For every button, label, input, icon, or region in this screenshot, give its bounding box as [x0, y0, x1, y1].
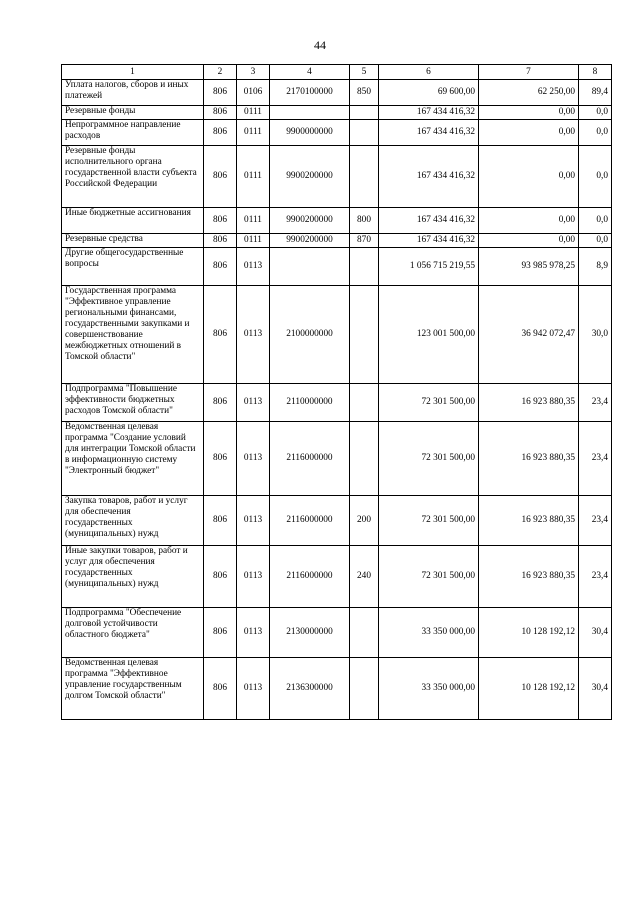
cell-grbs: 806	[204, 106, 237, 120]
cell-section: 0111	[237, 106, 270, 120]
cell-target-article: 9900200000	[270, 146, 350, 208]
cell-percent: 30,4	[579, 658, 612, 720]
table-row	[62, 234, 612, 248]
cell-grbs: 806	[204, 422, 237, 496]
cell-percent: 30,0	[579, 286, 612, 384]
cell-grbs: 806	[204, 496, 237, 546]
cell-expense-type	[350, 120, 379, 146]
table-row	[62, 286, 612, 384]
cell-target-article: 9900200000	[270, 208, 350, 234]
table-row	[62, 384, 612, 422]
cell-actual: 0,00	[479, 208, 579, 234]
cell-target-article	[270, 248, 350, 286]
cell-name: Подпрограмма "Повышение эффективности бюджетных расходов Томской области"	[62, 384, 204, 422]
cell-name: Резервные средства	[62, 234, 204, 248]
cell-target-article: 9900200000	[270, 234, 350, 248]
cell-actual: 93 985 978,25	[479, 248, 579, 286]
cell-plan: 167 434 416,32	[379, 208, 479, 234]
cell-name: Иные бюджетные ассигнования	[62, 208, 204, 234]
budget-table	[61, 64, 612, 720]
cell-actual: 16 923 880,35	[479, 496, 579, 546]
header-cell-4: 4	[270, 65, 350, 80]
cell-expense-type	[350, 608, 379, 658]
cell-name: Резервные фонды	[62, 106, 204, 120]
cell-expense-type: 200	[350, 496, 379, 546]
cell-percent: 23,4	[579, 546, 612, 608]
cell-percent: 8,9	[579, 248, 612, 286]
cell-expense-type	[350, 146, 379, 208]
header-cell-5: 5	[350, 65, 379, 80]
cell-target-article: 2130000000	[270, 608, 350, 658]
page-number: 44	[314, 38, 326, 52]
header-cell-8: 8	[579, 65, 612, 80]
cell-actual: 36 942 072,47	[479, 286, 579, 384]
cell-name: Резервные фонды исполнительного органа государственной власти субъекта Российской Федерации	[62, 146, 204, 208]
cell-expense-type	[350, 422, 379, 496]
header-cell-6: 6	[379, 65, 479, 80]
cell-section: 0113	[237, 658, 270, 720]
cell-section: 0113	[237, 422, 270, 496]
header-cell-1: 1	[62, 65, 204, 80]
cell-name: Ведомственная целевая программа "Создание условий для интеграции Томской области в информационную систему "Электронный бюджет"	[62, 422, 204, 496]
cell-grbs: 806	[204, 546, 237, 608]
cell-percent: 23,4	[579, 384, 612, 422]
cell-plan: 1 056 715 219,55	[379, 248, 479, 286]
cell-actual: 16 923 880,35	[479, 384, 579, 422]
table-row	[62, 658, 612, 720]
table-row	[62, 120, 612, 146]
cell-percent: 23,4	[579, 496, 612, 546]
cell-percent: 0,0	[579, 120, 612, 146]
cell-target-article: 2116000000	[270, 546, 350, 608]
cell-expense-type: 240	[350, 546, 379, 608]
cell-name: Другие общегосударственные вопросы	[62, 248, 204, 286]
table-row	[62, 608, 612, 658]
header-cell-7: 7	[479, 65, 579, 80]
header-cell-2: 2	[204, 65, 237, 80]
cell-section: 0113	[237, 546, 270, 608]
cell-grbs: 806	[204, 208, 237, 234]
table-row	[62, 106, 612, 120]
cell-actual: 10 128 192,12	[479, 658, 579, 720]
cell-target-article: 2110000000	[270, 384, 350, 422]
cell-plan: 167 434 416,32	[379, 106, 479, 120]
cell-grbs: 806	[204, 286, 237, 384]
table-row	[62, 422, 612, 496]
cell-actual: 16 923 880,35	[479, 422, 579, 496]
cell-section: 0111	[237, 146, 270, 208]
table-row	[62, 496, 612, 546]
cell-name: Непрограммное направление расходов	[62, 120, 204, 146]
cell-grbs: 806	[204, 384, 237, 422]
cell-section: 0111	[237, 208, 270, 234]
cell-expense-type	[350, 384, 379, 422]
cell-grbs: 806	[204, 608, 237, 658]
cell-section: 0113	[237, 286, 270, 384]
table-row	[62, 208, 612, 234]
cell-actual: 62 250,00	[479, 80, 579, 106]
cell-plan: 33 350 000,00	[379, 658, 479, 720]
cell-actual: 0,00	[479, 234, 579, 248]
cell-expense-type: 800	[350, 208, 379, 234]
cell-plan: 123 001 500,00	[379, 286, 479, 384]
cell-grbs: 806	[204, 146, 237, 208]
cell-plan: 72 301 500,00	[379, 546, 479, 608]
cell-percent: 0,0	[579, 106, 612, 120]
cell-plan: 33 350 000,00	[379, 608, 479, 658]
cell-section: 0111	[237, 120, 270, 146]
cell-actual: 10 128 192,12	[479, 608, 579, 658]
cell-target-article: 2100000000	[270, 286, 350, 384]
cell-target-article: 9900000000	[270, 120, 350, 146]
cell-section: 0111	[237, 234, 270, 248]
cell-actual: 0,00	[479, 106, 579, 120]
cell-expense-type	[350, 658, 379, 720]
cell-name: Иные закупки товаров, работ и услуг для обеспечения государственных (муниципальных) нужд	[62, 546, 204, 608]
cell-section: 0113	[237, 248, 270, 286]
cell-expense-type	[350, 248, 379, 286]
cell-percent: 0,0	[579, 208, 612, 234]
cell-percent: 0,0	[579, 234, 612, 248]
cell-grbs: 806	[204, 658, 237, 720]
cell-expense-type: 850	[350, 80, 379, 106]
header-row	[62, 65, 612, 80]
table-row	[62, 546, 612, 608]
cell-grbs: 806	[204, 234, 237, 248]
cell-name: Подпрограмма "Обеспечение долговой устойчивости областного бюджета"	[62, 608, 204, 658]
cell-target-article: 2136300000	[270, 658, 350, 720]
cell-grbs: 806	[204, 80, 237, 106]
cell-section: 0113	[237, 496, 270, 546]
table-row	[62, 146, 612, 208]
cell-grbs: 806	[204, 120, 237, 146]
cell-target-article: 2116000000	[270, 422, 350, 496]
cell-actual: 16 923 880,35	[479, 546, 579, 608]
cell-plan: 72 301 500,00	[379, 496, 479, 546]
cell-plan: 167 434 416,32	[379, 234, 479, 248]
cell-name: Государственная программа "Эффективное управление региональными финансами, государственными закупками и совершенствование межбюджетных отношений в Томской области"	[62, 286, 204, 384]
cell-expense-type	[350, 286, 379, 384]
cell-name: Закупка товаров, работ и услуг для обеспечения государственных (муниципальных) нужд	[62, 496, 204, 546]
table-row	[62, 80, 612, 106]
header-cell-3: 3	[237, 65, 270, 80]
table-row	[62, 248, 612, 286]
table-body	[62, 80, 612, 720]
cell-percent: 30,4	[579, 608, 612, 658]
cell-percent: 89,4	[579, 80, 612, 106]
cell-plan: 167 434 416,32	[379, 146, 479, 208]
cell-expense-type: 870	[350, 234, 379, 248]
cell-percent: 0,0	[579, 146, 612, 208]
cell-target-article: 2116000000	[270, 496, 350, 546]
cell-plan: 69 600,00	[379, 80, 479, 106]
cell-percent: 23,4	[579, 422, 612, 496]
cell-name: Ведомственная целевая программа "Эффективное управление государственным долгом Томской области"	[62, 658, 204, 720]
cell-section: 0106	[237, 80, 270, 106]
cell-plan: 72 301 500,00	[379, 422, 479, 496]
cell-section: 0113	[237, 608, 270, 658]
cell-actual: 0,00	[479, 120, 579, 146]
cell-plan: 72 301 500,00	[379, 384, 479, 422]
cell-target-article: 2170100000	[270, 80, 350, 106]
cell-name: Уплата налогов, сборов и иных платежей	[62, 80, 204, 106]
cell-expense-type	[350, 106, 379, 120]
cell-grbs: 806	[204, 248, 237, 286]
cell-plan: 167 434 416,32	[379, 120, 479, 146]
cell-target-article	[270, 106, 350, 120]
cell-actual: 0,00	[479, 146, 579, 208]
cell-section: 0113	[237, 384, 270, 422]
